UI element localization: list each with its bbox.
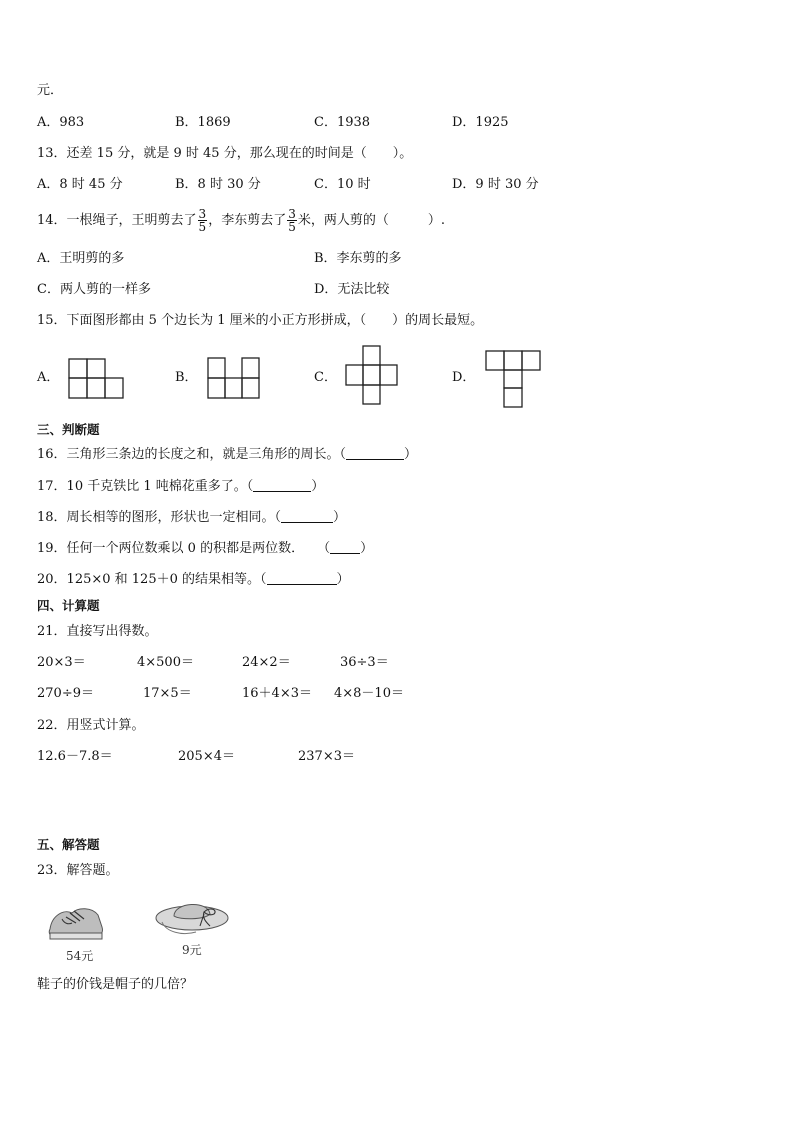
answer-blank[interactable] <box>281 510 333 523</box>
q14-stem <box>37 208 445 233</box>
answer-blank[interactable] <box>346 447 404 460</box>
q21-item: 17×5＝ <box>143 686 192 701</box>
q12-option-c[interactable]: C．1938 <box>314 115 371 130</box>
q12-option-b[interactable]: B．1869 <box>175 115 231 130</box>
q22-item: 237×3＝ <box>298 749 355 764</box>
hat-price-label: 9元 <box>182 943 202 957</box>
q21-item: 16＋4×3＝ <box>242 686 312 701</box>
q14-stem-part1: 14．一根绳子，王明剪去了 <box>37 213 197 228</box>
q16-text: 16．三角形三条边的长度之和，就是三角形的周长。（ <box>37 447 347 462</box>
q21-item: 36÷3＝ <box>340 655 389 670</box>
q23-question: 鞋子的价钱是帽子的几倍？ <box>37 977 194 992</box>
q23-stem: 23．解答题。 <box>37 863 119 878</box>
q15-option-c-label[interactable]: C． <box>314 370 337 385</box>
shape-d-figure <box>485 350 543 410</box>
q13-option-a[interactable]: A．8 时 45 分 <box>37 177 123 192</box>
fraction-denominator: 5 <box>198 220 207 234</box>
q12-tail: 元． <box>37 83 64 98</box>
q22-stem: 22．用竖式计算。 <box>37 718 145 733</box>
q12-option-a[interactable]: A．983 <box>37 115 85 130</box>
q14-stem-part2: ，李东剪去了 <box>208 213 287 228</box>
q21-stem: 21．直接写出得数。 <box>37 624 158 639</box>
q21-item: 20×3＝ <box>37 655 86 670</box>
answer-blank[interactable] <box>330 541 360 554</box>
q15-option-d-label[interactable]: D． <box>452 370 476 385</box>
q21-item: 24×2＝ <box>242 655 291 670</box>
section-heading-solve: 五、解答题 <box>37 837 100 852</box>
fraction-3-5-second <box>287 208 297 233</box>
q19-text: 19．任何一个两位数乘以 0 的积都是两位数． （ <box>37 541 331 556</box>
q12-option-d[interactable]: D．1925 <box>452 115 509 130</box>
q19-close: ） <box>360 541 374 556</box>
q20-close: ） <box>336 572 350 587</box>
fraction-numerator: 3 <box>288 207 296 221</box>
q14-option-b[interactable]: B．李东剪的多 <box>314 251 402 266</box>
shape-c-figure <box>345 345 401 407</box>
q20-text: 20．125×0 和 125＋0 的结果相等。（ <box>37 572 267 587</box>
q17-text: 17．10 千克铁比 1 吨棉花重多了。（ <box>37 479 254 494</box>
q18 <box>37 509 346 527</box>
q14-option-d[interactable]: D．无法比较 <box>314 282 390 297</box>
q18-text: 18．周长相等的图形，形状也一定相同。（ <box>37 510 282 525</box>
q21-item: 270÷9＝ <box>37 686 94 701</box>
fraction-numerator: 3 <box>198 207 207 221</box>
q19 <box>37 540 373 558</box>
q15-option-b-label[interactable]: B． <box>175 370 198 385</box>
shoe-price-label: 54元 <box>66 949 94 963</box>
q16 <box>37 446 417 464</box>
q15-option-a-label[interactable]: A． <box>37 370 60 385</box>
fraction-3-5-first <box>198 208 208 233</box>
q20 <box>37 571 350 589</box>
q17-close: ） <box>311 479 325 494</box>
answer-blank[interactable] <box>253 479 311 492</box>
answer-blank[interactable] <box>267 572 337 585</box>
shape-b-figure <box>207 357 263 401</box>
q21-item: 4×500＝ <box>137 655 194 670</box>
q13-option-d[interactable]: D．9 时 30 分 <box>452 177 539 192</box>
q18-close: ） <box>333 510 347 525</box>
section-heading-judgement: 三、判断题 <box>37 422 100 437</box>
section-heading-calculation: 四、计算题 <box>37 598 100 613</box>
q16-close: ） <box>404 447 418 462</box>
q15-stem: 15．下面图形都由 5 个边长为 1 厘米的小正方形拼成，（ ）的周长最短。 <box>37 313 484 328</box>
q14-option-a[interactable]: A．王明剪的多 <box>37 251 125 266</box>
q21-item: 4×8－10＝ <box>334 686 404 701</box>
q13-option-b[interactable]: B．8 时 30 分 <box>175 177 261 192</box>
shape-a-figure <box>68 358 126 402</box>
q22-item: 12.6－7.8＝ <box>37 749 113 764</box>
q14-stem-part3: 米，两人剪的（ ）. <box>297 213 445 228</box>
q17 <box>37 478 324 496</box>
q14-option-c[interactable]: C．两人剪的一样多 <box>37 282 151 297</box>
q13-stem: 13．还差 15 分，就是 9 时 45 分，那么现在的时间是（ ）。 <box>37 146 413 161</box>
q22-item: 205×4＝ <box>178 749 235 764</box>
fraction-denominator: 5 <box>288 220 296 234</box>
q13-option-c[interactable]: C．10 时 <box>314 177 371 192</box>
